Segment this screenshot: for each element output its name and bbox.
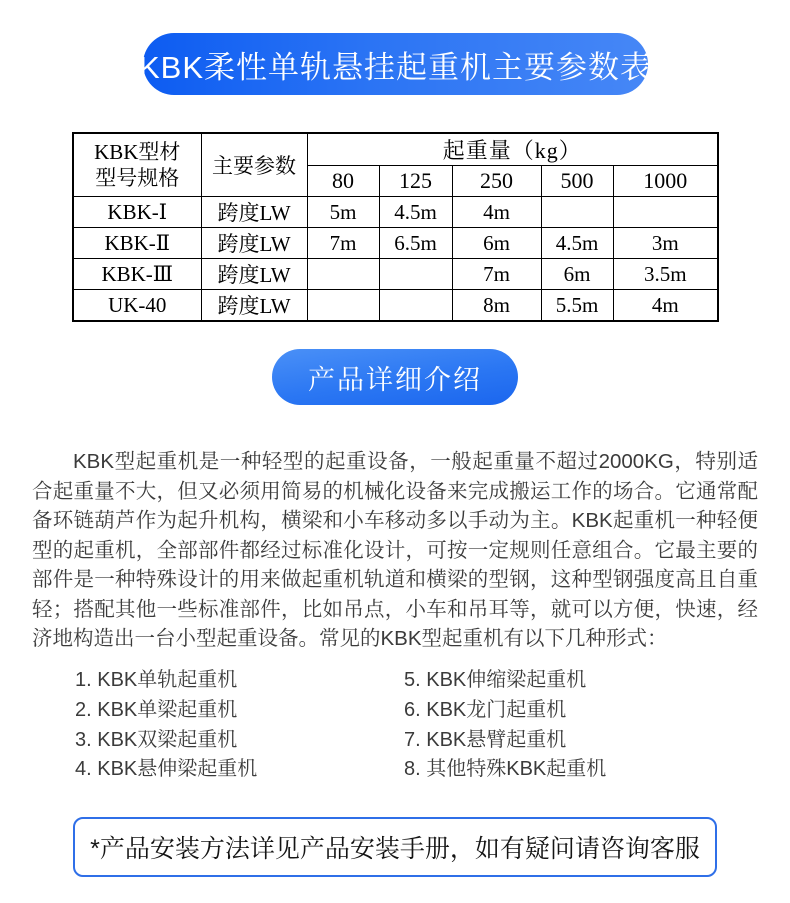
model-cell: KBK-Ⅰ: [73, 197, 201, 228]
span-value-cell: 7m: [452, 259, 541, 290]
param-cell: 跨度LW: [201, 259, 307, 290]
span-value-cell: 6m: [452, 228, 541, 259]
model-cell: KBK-Ⅲ: [73, 259, 201, 290]
page-title-banner: [138, 33, 653, 95]
crane-type-item: 8. 其他特殊KBK起重机: [404, 758, 607, 781]
crane-type-item: 1. KBK单轨起重机: [75, 669, 238, 691]
model-cell: UK-40: [73, 290, 201, 322]
span-value-cell: 5.5m: [541, 290, 613, 322]
product-detail-button[interactable]: 产品详细介绍: [272, 349, 518, 405]
crane-type-lists: [75, 666, 755, 785]
crane-type-item: 7. KBK悬臂起重机: [404, 728, 567, 751]
intro-paragraph: KBK型起重机是一种轻型的起重设备，一般起重量不超过2000KG，特别适合起重量不大，但又必须用简易的机械化设备来完成搬运工作的场合。它通常配备环链葫芦作为起升机构，横梁和小车移动多以手动为主。KBK起重机一种轻便型的起重机，全部部件都经过标准化设计，可按一定规则任意组合。它最主要的部件是一种特殊设计的用来做起重机轨道和横梁的型钢，这种型钢强度高且自重轻；搭配其他一些标准部件，比如吊点，小车和吊耳等，就可以方便，快速，经济地构造出一台小型起重设备。常见的KBK型起重机有以下几种形式：: [32, 450, 758, 650]
col-header-capacity: 500: [541, 166, 613, 197]
span-value-cell: 4m: [452, 197, 541, 228]
span-value-cell: 7m: [307, 228, 379, 259]
spec-table: [72, 132, 719, 322]
param-cell: 跨度LW: [201, 290, 307, 322]
table-header-row-1: [73, 133, 718, 166]
span-value-cell: [541, 197, 613, 228]
install-notice: [73, 817, 717, 877]
model-cell: KBK-Ⅱ: [73, 228, 201, 259]
param-cell: 跨度LW: [201, 228, 307, 259]
col-header-capacity-group: 起重量（kg）: [307, 133, 718, 166]
spec-row: [73, 290, 718, 322]
span-value-cell: 4.5m: [541, 228, 613, 259]
crane-type-item: 4. KBK悬伸梁起重机: [75, 758, 258, 781]
install-notice-text: *产品安装方法详见产品安装手册，如有疑问请咨询客服: [90, 835, 700, 863]
col-header-capacity: 125: [379, 166, 452, 197]
span-value-cell: [613, 197, 718, 228]
span-value-cell: 3m: [613, 228, 718, 259]
col-header-capacity: 1000: [613, 166, 718, 197]
spec-row: [73, 228, 718, 259]
col-header-param: 主要参数: [201, 133, 307, 197]
span-value-cell: 5m: [307, 197, 379, 228]
span-value-cell: 6m: [541, 259, 613, 290]
crane-type-item: 5. KBK伸缩梁起重机: [404, 669, 587, 691]
col-header-capacity: 250: [452, 166, 541, 197]
page-title: KBK柔性单轨悬挂起重机主要参数表: [138, 49, 653, 85]
crane-type-list-left: [75, 666, 404, 785]
crane-type-item: 6. KBK龙门起重机: [404, 698, 567, 721]
span-value-cell: 4.5m: [379, 197, 452, 228]
span-value-cell: 3.5m: [613, 259, 718, 290]
span-value-cell: 6.5m: [379, 228, 452, 259]
span-value-cell: [379, 259, 452, 290]
spec-table-body: [73, 197, 718, 322]
col-header-capacity: 80: [307, 166, 379, 197]
span-value-cell: [307, 259, 379, 290]
col-header-model: KBK型材型号规格: [73, 133, 201, 197]
span-value-cell: 4m: [613, 290, 718, 322]
crane-type-list-right: [404, 666, 755, 785]
span-value-cell: [379, 290, 452, 322]
span-value-cell: 8m: [452, 290, 541, 322]
spec-row: [73, 197, 718, 228]
spec-row: [73, 259, 718, 290]
crane-type-item: 2. KBK单梁起重机: [75, 698, 238, 721]
param-cell: 跨度LW: [201, 197, 307, 228]
crane-type-item: 3. KBK双梁起重机: [75, 728, 238, 751]
span-value-cell: [307, 290, 379, 322]
